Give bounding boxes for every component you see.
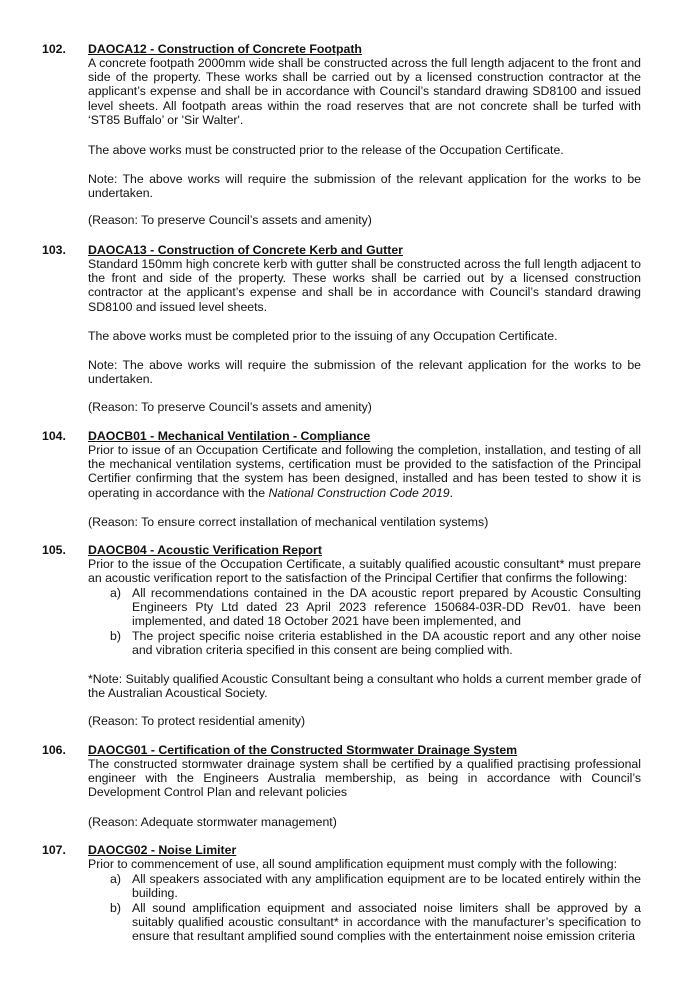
condition-title: DAOCG01 - Certification of the Constructed Stormwater Drainage System	[88, 743, 518, 757]
condition-title: DAOCB04 - Acoustic Verification Report	[88, 543, 322, 557]
condition-reason: (Reason: Adequate stormwater management)	[88, 815, 337, 829]
condition-reason: (Reason: To protect residential amenity)	[88, 714, 306, 728]
list-item-label: b)	[110, 901, 121, 915]
condition-paragraph: Note: The above works will require the submission of the relevant application for the works to be undertaken.	[88, 358, 641, 387]
condition-paragraph: Note: The above works will require the submission of the relevant application for the works to be undertaken.	[88, 172, 641, 201]
condition-paragraph: The above works must be completed prior to the issuing of any Occupation Certificate.	[88, 329, 558, 343]
condition-note: *Note: Suitably qualified Acoustic Consultant being a consultant who holds a current member grade of the Australian Acoustical Society.	[88, 672, 641, 701]
condition-number: 105.	[42, 543, 66, 557]
condition-paragraph: A concrete footpath 2000mm wide shall be constructed across the full length adjacent to the front and side of the property. These works shall be carried out by a licensed construction contractor at the applicant’s expense and shall be in accordance with Council’s standard drawing SD8100 and issued level sheets. All footpath areas within the road reserves that are not concrete shall be turfed with ‘ST85 Buffalo’ or 'Sir Walter'.	[88, 56, 641, 127]
condition-title: DAOCA13 - Construction of Concrete Kerb and Gutter	[88, 243, 403, 257]
condition-paragraph: Prior to the issue of the Occupation Certificate, a suitably qualified acoustic consultant* must prepare an acoustic verification report to the satisfaction of the Principal Certifier that confirms the following:	[88, 557, 641, 586]
condition-reason: (Reason: To preserve Council’s assets and amenity)	[88, 213, 372, 227]
condition-number: 103.	[42, 243, 66, 257]
condition-reason: (Reason: To ensure correct installation of mechanical ventilation systems)	[88, 515, 489, 529]
condition-title: DAOCG02 - Noise Limiter	[88, 843, 237, 857]
condition-number: 106.	[42, 743, 66, 757]
condition-number: 107.	[42, 843, 66, 857]
condition-reason: (Reason: To preserve Council’s assets and amenity)	[88, 400, 372, 414]
list-item-label: b)	[110, 629, 121, 643]
list-item-label: a)	[110, 872, 121, 886]
condition-paragraph: Prior to issue of an Occupation Certificate and following the completion, installation, and testing of all the mechanical ventilation systems, certification must be provided to the satisfaction of the Principal Certifier confirming that the system has been designed, installed and has been tested to show it is operating in accordance with the National Construction Code 2019.	[88, 443, 641, 500]
condition-paragraph: The constructed stormwater drainage system shall be certified by a qualified practising professional engineer with the Engineers Australia membership, as being in accordance with Council’s Development Control Plan and relevant policies	[88, 757, 641, 800]
condition-paragraph: Standard 150mm high concrete kerb with gutter shall be constructed across the full length adjacent to the front and side of the property. These works shall be carried out by a licensed construction contractor at the applicant’s expense and shall be in accordance with Council’s standard drawing SD8100 and issued level sheets.	[88, 257, 641, 314]
condition-title: DAOCB01 - Mechanical Ventilation - Compliance	[88, 429, 371, 443]
list-item-text: All sound amplification equipment and associated noise limiters shall be approved by a suitably qualified acoustic consultant* in accordance with the manufacturer’s specification to ensure that resultant amplified sound complies with the entertainment noise emission criteria	[132, 901, 641, 944]
condition-paragraph: The above works must be constructed prior to the release of the Occupation Certificate.	[88, 143, 564, 157]
condition-paragraph: Prior to commencement of use, all sound amplification equipment must comply with the following:	[88, 857, 618, 871]
condition-number: 102.	[42, 42, 66, 56]
condition-number: 104.	[42, 429, 66, 443]
list-item-text: All recommendations contained in the DA acoustic report prepared by Acoustic Consulting Engineers Pty Ltd dated 23 April 2023 reference 150684-03R-DD Rev01. have been implemented, and dated 18 October 2021 have been implemented, and	[132, 586, 641, 629]
code-reference: National Construction Code 2019	[268, 485, 450, 500]
list-item-text: All speakers associated with any amplification equipment are to be located entirely within the building.	[132, 872, 641, 901]
list-item-label: a)	[110, 586, 121, 600]
list-item-text: The project specific noise criteria established in the DA acoustic report and any other noise and vibration criteria specified in this consent are being complied with.	[132, 629, 641, 658]
condition-title: DAOCA12 - Construction of Concrete Footpath	[88, 42, 362, 56]
